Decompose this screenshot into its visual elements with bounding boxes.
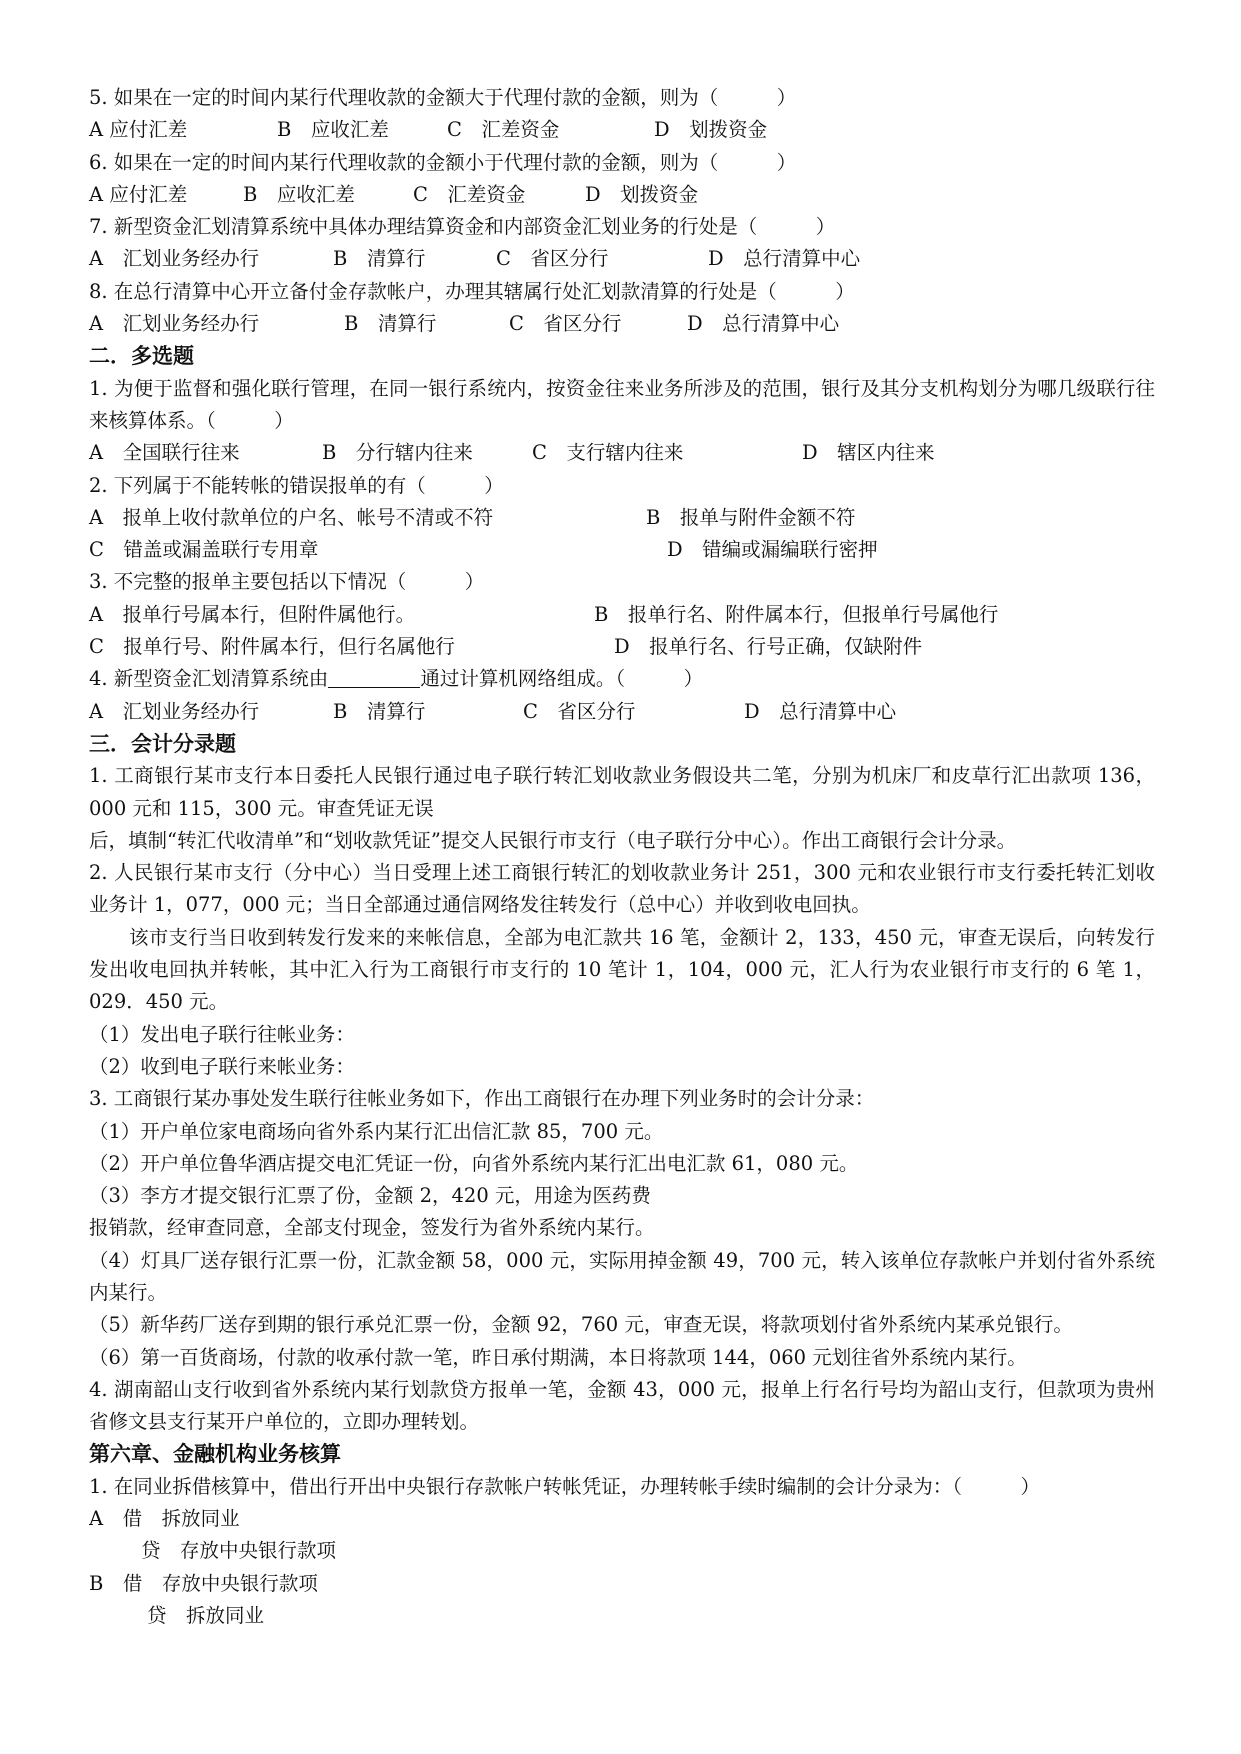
fill-in-blank — [328, 667, 420, 688]
chapter6-question-1: 1. 在同业拆借核算中，借出行开出中央银行存款帐户转帐凭证，办理转帐手续时编制的会计分录为：（ ） — [89, 1474, 1041, 1498]
accounting-problem-4: 4. 湖南韶山支行收到省外系统内某行划款贷方报单一笔，金额 43，000 元，报单上行名行号均为韶山支行，但款项为贵州省修文县支行某开户单位的，立即办理转划。 — [89, 1377, 1155, 1434]
option-a: A 应付汇差 — [89, 182, 188, 206]
option-a: A 应付汇差 — [89, 118, 188, 142]
accounting-problem-2-cont: 该市支行当日收到转发行发来的来帐信息，全部为电汇款共 16 笔，金额计 2，133，450 元，审查无误后，向转发行发出收电回执并转帐，其中汇入行为工商银行市支行的 10 笔计 1，104，000 元，汇人行为农业银行市支行的 6 笔 1，029．450 元。 — [89, 925, 1155, 1014]
question-8-options — [89, 308, 1155, 340]
option-a: A 汇划业务经办行 — [89, 699, 260, 723]
question-5: 5. 如果在一定的时间内某行代理收款的金额大于代理付款的金额，则为（ ） — [89, 86, 797, 109]
accounting-problem-3: 3. 工商银行某办事处发生联行往帐业务如下，作出工商银行在办理下列业务时的会计分录： — [89, 1087, 875, 1111]
multi-question-2: 2. 下列属于不能转帐的错误报单的有（ ） — [89, 473, 504, 497]
option-d: D 划拨资金 — [654, 118, 768, 142]
option-b: B 报单与附件金额不符 — [646, 505, 856, 529]
option-d: D 总行清算中心 — [687, 312, 840, 336]
question-6: 6. 如果在一定的时间内某行代理收款的金额小于代理付款的金额，则为（ ） — [89, 150, 797, 174]
multi-question-2-options-cd — [89, 534, 1155, 566]
multi-question-4 — [89, 663, 1155, 695]
option-c: C 错盖或漏盖联行专用章 — [89, 538, 319, 562]
option-d: D 划拨资金 — [585, 182, 699, 206]
section-heading-multi-choice: 二．多选题 — [89, 344, 194, 369]
option-b: B 报单行名、附件属本行，但报单行号属他行 — [594, 602, 999, 626]
option-c: C 支行辖内往来 — [532, 441, 684, 465]
multi-question-3: 3. 不完整的报单主要包括以下情况（ ） — [89, 570, 485, 594]
option-a-credit: 贷 存放中央银行款项 — [141, 1539, 337, 1563]
chapter-heading: 第六章、金融机构业务核算 — [89, 1442, 341, 1467]
option-b: B 分行辖内往来 — [322, 441, 473, 465]
accounting-problem-2-item-2: （2）收到电子联行来帐业务： — [89, 1054, 355, 1078]
question-6-options — [89, 179, 1155, 211]
option-d: D 总行清算中心 — [744, 699, 897, 723]
accounting-problem-2: 2. 人民银行某市支行（分中心）当日受理上述工商银行转汇的划收款业务计 251，300 元和农业银行市支行委托转汇划收业务计 1，077，000 元；当日全部通过通信网络发往转发行（总中心）并收到收电回执。 — [89, 861, 1155, 917]
question-7-options — [89, 243, 1155, 275]
accounting-problem-1-cont: 后，填制“转汇代收清单”和“划收款凭证”提交人民银行市支行（电子联行分中心）。作出工商银行会计分录。 — [89, 828, 1017, 852]
option-b: B 应收汇差 — [277, 118, 389, 142]
accounting-problem-3-item-4: （4）灯具厂送存银行汇票一份，汇款金额 58，000 元，实际用掉金额 49，700 元，转入该单位存款帐户并划付省外系统内某行。 — [89, 1248, 1155, 1304]
option-c: C 省区分行 — [509, 312, 622, 336]
option-a-debit: A 借 拆放同业 — [89, 1507, 240, 1531]
option-b: B 清算行 — [333, 247, 426, 271]
multi-question-2-options-ab — [89, 502, 1155, 534]
option-a: A 报单行号属本行，但附件属他行。 — [89, 602, 416, 626]
accounting-problem-1: 1. 工商银行某市支行本日委托人民银行通过电子联行转汇划收款业务假设共二笔，分别为机床厂和皮草行汇出款项 136，000 元和 115，300 元。审查凭证无误 — [89, 764, 1155, 820]
option-c: C 汇差资金 — [413, 182, 526, 206]
multi-question-3-options-ab — [89, 599, 1155, 631]
multi-question-1-options — [89, 437, 1155, 469]
option-d: D 错编或漏编联行密押 — [667, 538, 878, 562]
option-b: B 清算行 — [333, 699, 426, 723]
option-d: D 辖区内往来 — [802, 441, 935, 465]
accounting-problem-3-item-2: （2）开户单位鲁华酒店提交电汇凭证一份，向省外系统内某行汇出电汇款 61，080 元。 — [89, 1151, 859, 1175]
option-c: C 汇差资金 — [447, 118, 560, 142]
option-d: D 总行清算中心 — [708, 247, 861, 271]
multi-question-1: 1. 为便于监督和强化联行管理，在同一银行系统内，按资金往来业务所涉及的范围，银行及其分支机构划分为哪几级联行往来核算体系。（ ） — [89, 376, 1155, 432]
option-a: A 全国联行往来 — [89, 441, 240, 465]
accounting-problem-2-item-1: （1）发出电子联行往帐业务： — [89, 1022, 355, 1046]
option-a: A 报单上收付款单位的户名、帐号不清或不符 — [89, 505, 494, 529]
option-b-debit: B 借 存放中央银行款项 — [89, 1571, 318, 1595]
question-4-prefix: 4. 新型资金汇划清算系统由 — [89, 667, 329, 691]
question-7: 7. 新型资金汇划清算系统中具体办理结算资金和内部资金汇划业务的行处是（ ） — [89, 215, 836, 239]
option-c: C 省区分行 — [496, 247, 609, 271]
option-b: B 清算行 — [344, 312, 437, 336]
section-heading-accounting: 三．会计分录题 — [89, 731, 236, 756]
option-b-credit: 贷 拆放同业 — [147, 1603, 265, 1627]
accounting-problem-3-item-1: （1）开户单位家电商场向省外系内某行汇出信汇款 85，700 元。 — [89, 1119, 664, 1143]
multi-question-4-options — [89, 696, 1155, 728]
option-c: C 报单行号、附件属本行，但行名属他行 — [89, 635, 455, 659]
question-8: 8. 在总行清算中心开立备付金存款帐户，办理其辖属行处汇划款清算的行处是（ ） — [89, 279, 855, 303]
option-b: B 应收汇差 — [243, 182, 355, 206]
option-c: C 省区分行 — [523, 699, 636, 723]
accounting-problem-3-item-6: （6）第一百货商场，付款的收承付款一笔，昨日承付期满，本日将款项 144，060 元划往省外系统内某行。 — [89, 1345, 1027, 1369]
option-a: A 汇划业务经办行 — [89, 312, 260, 336]
accounting-problem-3-item-3-cont: 报销款，经审查同意，全部支付现金，签发行为省外系统内某行。 — [89, 1216, 655, 1240]
option-d: D 报单行名、行号正确，仅缺附件 — [614, 635, 923, 659]
option-a: A 汇划业务经办行 — [89, 247, 260, 271]
multi-question-3-options-cd — [89, 631, 1155, 663]
accounting-problem-3-item-5: （5）新华药厂送存到期的银行承兑汇票一份，金额 92，760 元，审查无误，将款项划付省外系统内某承兑银行。 — [89, 1313, 1073, 1337]
question-4-suffix: 通过计算机网络组成。（ ） — [420, 667, 704, 691]
accounting-problem-3-item-3: （3）李方才提交银行汇票了份，金额 2，420 元，用途为医药费 — [89, 1184, 651, 1208]
question-5-options — [89, 114, 1155, 146]
